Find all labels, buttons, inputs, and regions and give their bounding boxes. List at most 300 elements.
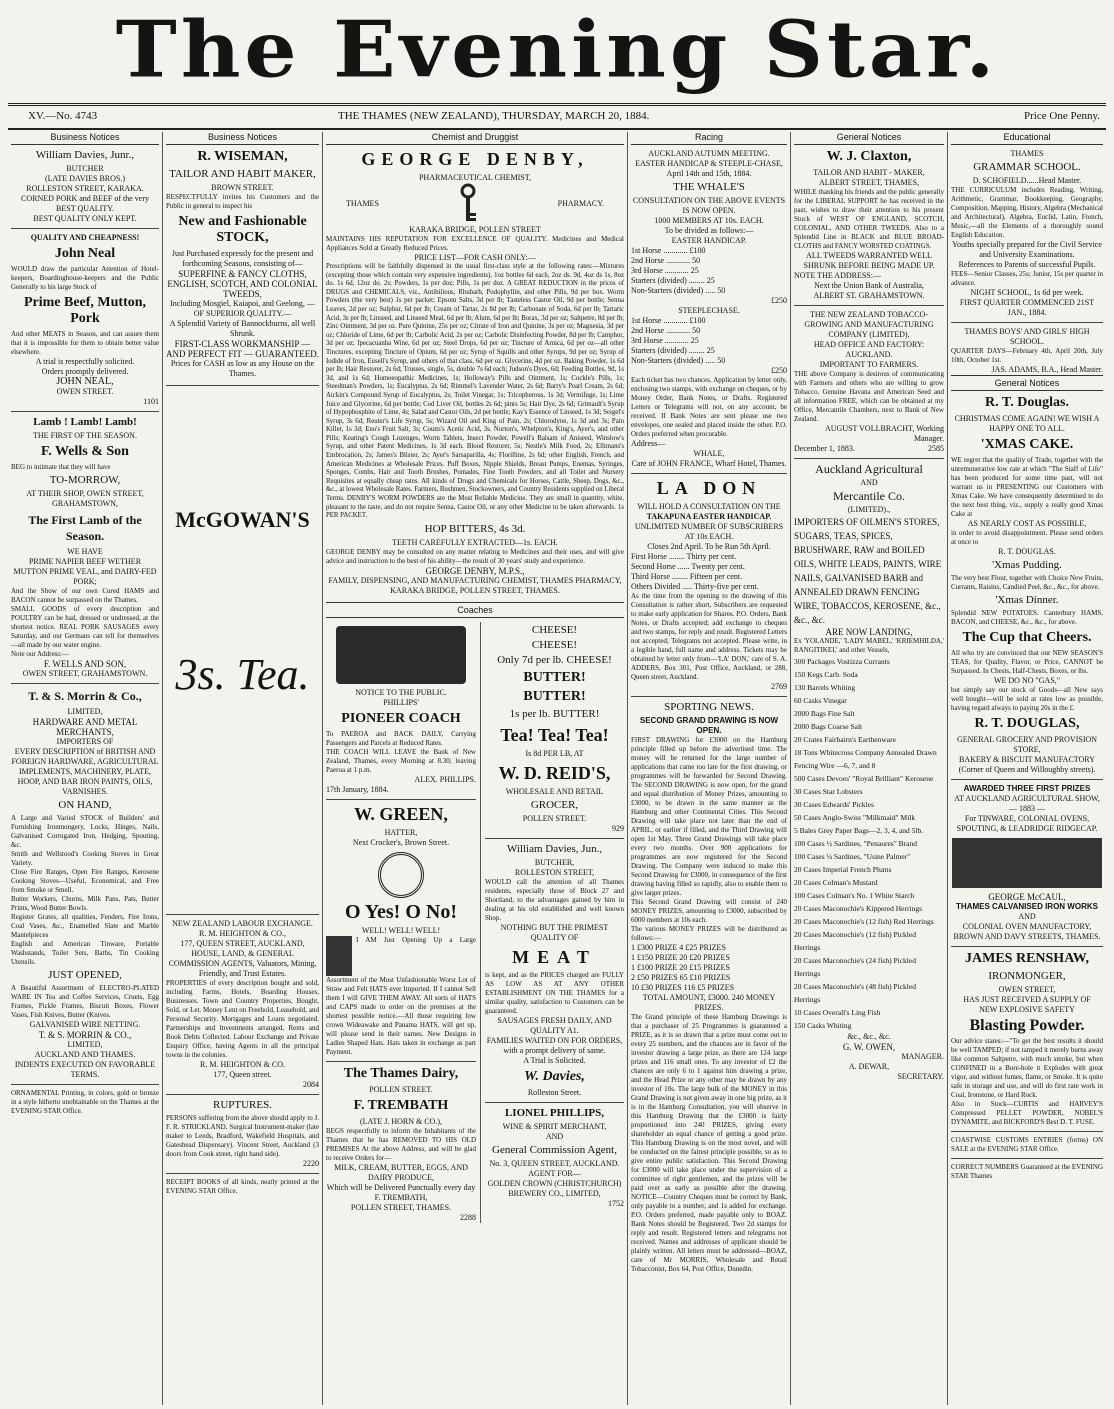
right-subcolumn	[481, 622, 624, 1223]
ad-text: A Large and Varied STOCK of Builders' and Furnishing Ironmongery, Locks, Hinges, Nails, Galvanised Corrugated Iron, Hedging, Spouting, &c.	[11, 814, 159, 849]
ad-text: WOULD call the attention of all Thames residents, especially those of Block 27 and Shortland, to the advantages gained by him in dealing at his old established and well known Shop.	[485, 877, 624, 922]
ad-text: RESPECTFULLY invites his Customers and the Public in general to inspect his	[166, 193, 319, 210]
ad-title: SPORTING NEWS.	[664, 701, 754, 713]
ad-text: ARE NOW LANDING,	[825, 627, 913, 637]
ad-title: F. TREMBATH	[353, 1097, 449, 1113]
ad-text: April 14th and 15th, 1884.	[666, 169, 752, 178]
ad-signature: T. & S. MORRIN & CO.,	[38, 1030, 132, 1040]
ad-text: — 1883 —	[1009, 804, 1045, 813]
prize-row: Non-Starters (divided) ..... 50	[631, 356, 726, 365]
ad-text: TAKAPUNA EASTER HANDICAP.	[646, 512, 772, 521]
ad-text: THE above Company is desirous of communicating with Farmers and others who are willing to grow Tobacco. Genuine Havana and American Seed and all information FREE, which can be obtained at my Office, Mercantile Chambers, next to Bank of New Zealand.	[794, 370, 944, 423]
ad-text: THAMES CALVANISED IRON WORKS	[956, 902, 1098, 911]
ad-text: Orders promptly delivered.	[41, 367, 129, 376]
ad-title: GEORGE McCAUL,	[988, 892, 1066, 902]
ad-number: 2220	[303, 1159, 319, 1168]
list-item: 150 Kegs Carb. Soda	[794, 670, 858, 679]
ad-headline: RUPTURES.	[213, 1099, 272, 1111]
prize-total: £250	[771, 296, 787, 305]
ad-text: ON HAND,	[58, 799, 112, 811]
ad-number: 1752	[608, 1198, 624, 1208]
column-header: Business Notices	[166, 132, 319, 145]
ad-text: ROLLESTON STREET,	[514, 867, 595, 877]
ad-text: in order to avoid disappointment. Please send orders at once to	[951, 529, 1103, 546]
ad-title: The Cup that Cheers.	[962, 630, 1092, 645]
ad-text: PHARMACEUTICAL CHEMIST,	[418, 173, 531, 182]
ad-text: (LATE DAVIES BROS.)	[44, 174, 126, 183]
ad-number: 2585	[928, 444, 944, 453]
prize-row: First Horse ........ Thirty per cent.	[631, 552, 737, 561]
ad-text: PHILLIPS'	[383, 697, 419, 707]
ad-signature: GEORGE DENBY, M.P.S.,	[425, 565, 525, 576]
ad-number: 1101	[143, 397, 159, 406]
ad-text: NEW EXPLOSIVE SAFETY	[979, 1005, 1075, 1014]
ad-text: COASTWISE CUSTOMS ENTRIES (forms) ON SALE at the EVENING STAR Office.	[951, 1136, 1103, 1153]
ad-title: GRAMMAR SCHOOL.	[973, 161, 1081, 173]
ad-text: BAKERY & BISCUIT MANUFACTORY	[959, 755, 1095, 764]
ad-text: R. M. HEIGHTON & CO.,	[199, 929, 286, 938]
ad-title: T. & S. Morrin & Co.,	[28, 689, 142, 703]
ad-text: LIMITED,	[67, 707, 103, 716]
ad-title: Auckland Agricultural	[815, 462, 923, 476]
ad-text: IMPORTANT TO FARMERS.	[819, 360, 919, 369]
ad-text: STEEPLECHASE.	[678, 306, 740, 315]
ad-text: THE CURRICULUM includes Reading, Writing, Arithmetic, Grammar, Bookkeeping, Geography, Composition, Mapping, History, Algebra (Mechanical and Architectural), Algebra, Euclid, Latin, French, Music,—all the Elements of a thoroughly sound English Education.	[951, 186, 1103, 239]
ad-text: THE COACH WILL LEAVE the Bank of New Zealand, Thames, every Morning at 8.30; leaving Paeroa at 1 p.m.	[326, 747, 476, 774]
ad-title: 'XMAS CAKE.	[980, 437, 1074, 452]
ad-text: AND	[1018, 912, 1036, 921]
ad-text: AS NEARLY COST AS POSSIBLE,	[967, 519, 1087, 528]
ad-text: GENERAL GROCERY AND PROVISION STORE,	[956, 735, 1098, 754]
list-item: 100 Cases ½ Sardines, "Penaures" Brand	[794, 839, 917, 848]
ad-text: HEAD OFFICE AND FACTORY: AUCKLAND.	[813, 340, 925, 359]
list-item: 5 Bales Grey Paper Bags—2, 3, 4, and 5lb.	[794, 826, 924, 835]
ad-text: JUST OPENED,	[48, 969, 122, 981]
ad-text: Splendid NEW POTATOES. Canterbury HAMS, BACON, and CHEESE, &c., &c., for above.	[951, 609, 1103, 626]
ad-title: LA DON	[656, 478, 762, 498]
column-3	[323, 132, 628, 1405]
ad-text: AT THEIR SHOP, OWEN STREET, GRAHAMSTOWN,	[26, 489, 144, 508]
ad-text: And other MEATS in Season, and can assure them that it is impossible for them to obtain better value elsewhere.	[11, 330, 159, 356]
ad-title: R. T. DOUGLAS,	[974, 716, 1080, 731]
ad-number: 929	[612, 823, 624, 833]
list-item: 20 Cases Maconochie's Kippered Herrings	[794, 904, 922, 913]
column-6	[948, 132, 1106, 1405]
ad-text: Next Crocker's, Brown Street.	[352, 837, 450, 847]
ad-text: ALBERT ST. GRAHAMSTOWN.	[813, 291, 925, 300]
list-item: 2000 Bags Fine Salt	[794, 709, 855, 718]
ad-signature: F. TREMBATH,	[374, 1192, 428, 1202]
ad-text: 177, Queen street.	[213, 1070, 272, 1079]
ad-text: (LATE J. HORN & CO.),	[360, 1116, 442, 1126]
ad-headline: QUALITY AND CHEAPNESS!	[30, 233, 140, 242]
ad-text: A Splendid Variety of Bannockburns, all well Shrunk.	[169, 319, 316, 338]
ad-title: William Davies, Jun.,	[506, 842, 603, 855]
ad-headline: THE NEW ZEALAND TOBACCO-GROWING AND MANUFACTURING COMPANY (LIMITED).	[804, 310, 934, 339]
ad-text: The various MONEY PRIZES will be distributed as follows:—	[631, 925, 787, 942]
list-item: 100 Cases Colman's No. 1 White Starch	[794, 891, 915, 900]
ad-text: ALBERT STREET, THAMES,	[819, 178, 919, 187]
ad-text: GALVANISED WIRE NETTING.	[29, 1020, 141, 1029]
ad-text: FIRST QUARTER COMMENCED 21ST JAN., 1884.	[959, 298, 1095, 317]
ad-title: F. Wells & Son	[41, 444, 129, 459]
ad-text: Youths specially prepared for the Civil Service and University Examinations.	[952, 240, 1102, 259]
ad-text: 17th January, 1884.	[326, 784, 389, 794]
ad-text: Each ticket has two chances. Application by letter only, enclosing two stamps, with exchange on cheques, or by Money Order, Bank Notes, or Drafts. Registered Letters or Telegrams will not, on any account, be received. If Bank Notes are sent please use two envelopes, one sealed and placed inside the other. P.O. Orders preferred when procurable.	[631, 376, 787, 438]
ad-text: WE HAVE	[67, 547, 103, 556]
newspaper-title: The Evening Star.	[115, 4, 999, 96]
left-subcolumn	[326, 622, 481, 1223]
ad-text: KARAKA BRIDGE, POLLEN STREET	[409, 225, 541, 234]
ad-text: THAMES	[1010, 149, 1044, 158]
ad-text: WILL HOLD A CONSULTATION ON THE	[637, 502, 781, 511]
ad-text: General Commission Agent,	[492, 1143, 617, 1156]
ad-text: Just Purchased expressly for the present and forthcoming Seasons, consisting of—	[171, 249, 314, 268]
ad-text: AND	[860, 478, 878, 487]
ad-text: As the time from the opening to the drawing of this Consultation is rather short, Subscribers are requested to make early application for Shares. P.O. Orders, Bank Notes, or Drafts accepted; add exchange to cheques and two stamps, for reply and result. Registered Letters not accepted; Telegrams not accepted. Please write, in a legible hand, full name and address. Tickets may be obtained by letter only from—'LA' DON,' care of S. A. ADDERS, Box 301, Post Office, Auckland, or 288, Queen street, Auckland.	[631, 592, 787, 681]
list-item: 20 Cases Maconochie's (48 fish) Pickled Herrings	[794, 982, 916, 1004]
ad-text: AT AUCKLAND AGRICULTURAL SHOW,	[954, 794, 1100, 803]
ad-title: Prime Beef, Mutton, Pork	[23, 295, 147, 326]
column-header: Racing	[631, 132, 787, 145]
prize-row: 1 £300 PRIZE 4 £25 PRIZES	[631, 943, 726, 952]
ad-text: BEGS respectfully to inform the Inhabitants of the Thames that he has REMOVED TO HIS OLD PREMISES At the above Address, and will be glad to receive Orders for—	[326, 1126, 476, 1162]
prize-row: 10 £30 PRIZES 116 £5 PRIZES	[631, 983, 735, 992]
ad-text: And the Show of our own Cured HAMS and BACON cannot be surpassed on the Thames.	[11, 587, 159, 604]
ad-text: WHILE thanking his friends and the public generally for the LIBERAL SUPPORT he has received in the past, wishes to draw their attention to his present Stock of WEST OF ENGLAND, SCOTCH, COLONIAL, AND OTHER TWEEDS. Also to a Splendid Line in BLACK and BLUE BROAD-CLOTHS and FANCY WORSTED COATINGS.	[794, 188, 944, 250]
ad-text: PRICE LIST—FOR CASH ONLY:—	[414, 253, 536, 262]
ad-signature: W. Davies,	[524, 1068, 585, 1084]
ad-title: Mercantile Co.	[833, 489, 905, 503]
ad-text: FIRST-CLASS WORKMANSHIP — AND PERFECT FIT — GUARANTEED.	[166, 339, 319, 359]
ad-headline: NEW ZEALAND LABOUR EXCHANGE.	[172, 919, 313, 928]
ad-signature: WHALE,	[693, 449, 725, 458]
list-item: 30 Cases Star Lobsters	[794, 787, 863, 796]
prize-row: 2 £50 PRIZES 65 £10 PRIZES	[631, 973, 731, 982]
ad-text: WOULD draw the particular Attention of Hotel-keepers, Boardinghouse-keepers and the Public Generally to his large Stock of	[11, 265, 159, 291]
ad-text: is kept, and as the PRICES charged are FULLY AS LOW AS AT ANY OTHER ESTABLISHMENT ON THE THAMES for a similar quality, satisfaction to Customers can be guaranteed.	[485, 970, 624, 1015]
ad-text: FIRST DRAWING for £3000 on the Hamburg principle filled up before the advertised time. The money will be returned for the large number of applications that came too late for the first drawing, or programmes will be forwarded for Second Drawing. The SECOND DRAWING is now open, for the grand and equal distribution of Money Prizes, amounting to £3000, to be drawn in the same manner as the Hamburg and other Continental Cities. This Second Drawing will take place not later than the end of APRIL, or earlier if filled, and the Third Drawing will open 1st May. Three Grand Drawings will take place every two months. Over 900 applications for programmes are now registered for the Second Drawing. The Company were induced to make this Second Drawing for £3000, in consequence of the first drawing having filled so rapidly, also to enable them to give larger prizes.	[631, 736, 787, 897]
ad-text: OWEN STREET, GRAHAMSTOWN.	[22, 669, 148, 678]
ad-title: Blasting Powder.	[969, 1017, 1085, 1034]
ad-text: The very best Flour, together with Choice New Fruits, Currants, Raisins, Candied Peel, &c., &c., for above.	[951, 574, 1103, 591]
ad-title: W. D. REID'S,	[498, 762, 611, 783]
ad-text: AGENT FOR—	[528, 1168, 581, 1178]
list-item: 2000 Bags Coarse Salt	[794, 722, 863, 731]
prize-row: Starters (divided) ........ 25	[631, 346, 715, 355]
ad-title: John Neal	[54, 246, 116, 261]
ad-text: PRIME NAPIER BEEF WETHER MUTTON PRIME VEAL, and DAIRY-FED PORK;	[13, 557, 157, 586]
ad-text: GROCER,	[530, 798, 579, 811]
ad-title: The Thames Dairy,	[343, 1065, 459, 1081]
sun-face-icon	[378, 852, 424, 898]
ad-title: THE WHALE'S	[673, 181, 745, 193]
column-header: General Notices	[794, 132, 944, 145]
ad-text: Rolleston Street.	[527, 1087, 582, 1097]
ad-text: WELL! WELL! WELL!	[361, 925, 441, 935]
ad-text: A Trial is Solicited.	[523, 1055, 586, 1065]
ad-headline: Lamb ! Lamb! Lamb!	[33, 416, 137, 428]
column-header: Business Notices	[11, 132, 159, 145]
ad-title: BUTTER!	[523, 669, 586, 685]
ad-text: ORNAMENTAL Printing, in colors, gold or bronze in a style hitherto unobtainable on the Thames at the EVENING STAR Office.	[11, 1089, 159, 1115]
oven-illustration	[952, 838, 1102, 888]
ad-title: MEAT	[512, 946, 597, 967]
ad-text: TAILOR AND HABIT - MAKER,	[813, 168, 925, 177]
ad-text: THE FIRST OF THE SEASON.	[33, 431, 137, 440]
ad-text: To PAEROA and BACK DAILY, Carrying Passengers and Parcels at Reduced Rates.	[326, 729, 476, 747]
ad-signature: AUGUST VOLLBRACHT, Working Manager.	[825, 424, 944, 443]
ad-text: Only 7d per lb. CHEESE!	[497, 653, 612, 666]
ad-text: KARAKA BRIDGE, POLLEN STREET, THAMES.	[390, 585, 560, 595]
ad-text: NOTE THE ADDRESS:—	[794, 271, 881, 280]
list-item: 20 Cases Colman's Mustard	[794, 878, 878, 887]
ad-text: I AM Just Opening Up a Large Assortment of the Most Unfashionable Worst Lot of Straw and Felt HATS ever Imported. If I cannot Sell them I will GIVE THEM AWAY. All sorts of HATS and CAPS made to order on the premises at the shortest possible notice.—All those requiring low crown Wideawake and Panama HATS, will get up, will please send in their names. New Designs in Ladies Shaped Hats. Hats taken in exchange as part Payment.	[326, 935, 476, 1056]
ad-headline: AWARDED THREE FIRST PRIZES	[963, 784, 1091, 793]
ad-text: IRONMONGER,	[988, 970, 1066, 982]
ad-text: Next the Union Bank of Australia,	[814, 281, 924, 290]
coach-illustration	[336, 626, 466, 684]
list-item: 50 Cases Anglo-Swiss "Milkmaid" Milk	[794, 813, 916, 822]
ad-text: AND	[545, 1131, 564, 1141]
list-item: 20 Cases Maconochie's (12 fish) Red Herrings	[794, 917, 934, 926]
ad-text: WHOLESALE AND RETAIL	[505, 786, 604, 796]
ad-text: UNLIMITED NUMBER OF SUBSCRIBERS AT 10s EACH.	[634, 522, 784, 541]
list-item: 20 Cases Maconochie's (12 fish) Pickled Herrings	[794, 930, 916, 952]
ad-signature: F. WELLS AND SON,	[43, 659, 127, 669]
column-header: Coaches	[326, 602, 624, 618]
ad-text: CHEESE!	[531, 638, 578, 651]
ad-signature: R. T. DOUGLAS.	[998, 547, 1056, 556]
column-header: Chemist and Druggist	[326, 132, 624, 145]
ad-text: IMPORTERS OF OILMEN'S STORES, SUGARS, TEAS, SPICES, BRUSHWARE, RAW and BOILED OILS, WHITE LEADS, PAINTS, WIRE NAILS, GALVANISED BARB and ANNEALED DRAWN FENCING WIRE, TOBACCOS, KEROSENE, &c., &c., &c.	[794, 517, 942, 625]
list-item: 20 Crates Fairbairn's Earthenware	[794, 735, 896, 744]
ad-text: FEES—Senior Classes, 25s; Junior, 15s per quarter in advance.	[951, 270, 1103, 287]
ad-text: SAUSAGES FRESH DAILY, AND QUALITY A1.	[497, 1015, 612, 1035]
prize-total: £250	[771, 366, 787, 375]
ad-text: THAMES	[346, 199, 379, 208]
ad-text: CHRISTMAS COME AGAIN! WE WISH A HAPPY ONE TO ALL.	[954, 414, 1100, 433]
ad-text: NOTICE TO THE PUBLIC.	[355, 687, 447, 697]
ad-text: AUCKLAND AUTUMN MEETING.	[648, 149, 770, 158]
ad-text: HOUSE, LAND, & GENERAL COMMISSION AGENTS, Valuators, Mining, Friendly, and Trust Estates.	[168, 949, 317, 978]
ad-text: SECRETARY.	[897, 1072, 944, 1081]
list-item: 18 Tons Whitecross Company Annealed Drawn Fencing Wire —6, 7, and 8	[794, 748, 937, 770]
column-header: Educational	[951, 132, 1103, 145]
ad-text: MILK, CREAM, BUTTER, EGGS, AND DAIRY PRODUCE,	[334, 1162, 468, 1182]
ad-text: (LIMITED).,	[847, 505, 891, 514]
ad-text: CONSULTATION ON THE ABOVE EVENTS IS NOW OPEN.	[632, 196, 786, 215]
key-icon	[456, 183, 480, 225]
ad-text: TOTAL AMOUNT, £3000. 240 MONEY PRIZES.	[642, 993, 776, 1012]
ad-text: English and American Tinware, Portable Washstands, Toilet Sets, Baths, Tin Cooking Utensils.	[11, 940, 159, 966]
ad-text: RECEIPT BOOKS of all kinds, neatly printed at the EVENING STAR Office.	[166, 1178, 319, 1195]
ad-text: EASTER HANDICAP.	[671, 236, 747, 245]
ad-text: BEST QUALITY ONLY KEPT.	[33, 214, 137, 223]
ad-text: A Beautiful Assortment of ELECTRO-PLATED WARE IN Tea and Coffee Services, Cruets, Egg Frames, Pickle Frames, Biscuit Boxes, Flower Vases, Fish Knives, Butter (Knives.	[11, 984, 159, 1019]
ad-text: Note our Address:—	[11, 650, 69, 658]
ad-text: References to Parents of successful Pupils.	[958, 260, 1096, 269]
column-1	[8, 132, 163, 1405]
prize-row: 1st Horse ............ £100	[631, 316, 706, 325]
ad-text: D. SCHOFIELD......Head Master.	[972, 176, 1082, 185]
ad-title: R. WISEMAN,	[197, 149, 288, 164]
ad-number: 2288	[460, 1212, 476, 1222]
prize-row: 2nd Horse ............ 50	[631, 326, 701, 335]
ad-signature: ALEX. PHILLIPS.	[414, 774, 476, 784]
ad-text: 1000 MEMBERS AT 10s. EACH.	[654, 216, 764, 225]
ad-title: The First Lamb of the Season.	[28, 513, 142, 543]
ad-text: FAMILIES WAITED ON FOR ORDERS, with a prompt delivery of same.	[486, 1035, 623, 1055]
ad-text: NIGHT SCHOOL, 1s 6d per week.	[970, 288, 1084, 297]
masthead	[0, 0, 1114, 100]
ad-text: CHEESE!	[531, 623, 578, 636]
dateline	[8, 103, 1106, 130]
column-4	[628, 132, 791, 1405]
ad-text: QUARTER DAYS—February 4th, April 20th, July 10th, October 1st.	[951, 347, 1103, 364]
ad-text: PERSONS suffering from the above should apply to J. F. R. STRICKLAND, Surgical Instrument-maker (late maker to Leeds, Bradford, Wakefield Hospitals, and Gateshead Dispensary). Vincent Street, Auckland (3 doors from Cook street, right hand side).	[166, 1114, 319, 1158]
volume-number: XV.—No. 4743	[28, 110, 98, 122]
list-item: 30 Cases Edwards' Pickles	[794, 800, 874, 809]
ad-signature: A. DEWAR,	[848, 1062, 890, 1071]
ad-text: All who try are convinced that our NEW SEASON'S TEAS, for Quality, Flavor, or Price, CANNOT be Surpassed. In Chests, Half-Chests, Boxes, or lbs.	[951, 649, 1103, 675]
ad-text: AUCKLAND AND THAMES.	[34, 1050, 136, 1059]
ad-text: PHARMACY.	[557, 199, 604, 208]
ad-text: HAS JUST RECEIVED A SUPPLY OF	[963, 995, 1091, 1004]
ad-title: William Davies, Junr.,	[35, 149, 135, 161]
list-item: 130 Barrels Whiting	[794, 683, 856, 692]
ad-text: Close Fire Ranges, Open Fire Ranges, Kerosene Cooking Stoves—Useful, Economical, and Free from Smoke or Smell.	[11, 868, 159, 894]
prize-row: 1 £100 PRIZE 20 £15 PRIZES	[631, 963, 730, 972]
ad-title: JAMES RENSHAW,	[965, 951, 1089, 966]
ad-title: PIONEER COACH	[341, 710, 461, 726]
ad-title: W. J. Claxton,	[826, 149, 912, 164]
ad-text: ROLLESTON STREET, KARAKA.	[26, 184, 144, 193]
ad-text: POLLEN STREET.	[369, 1084, 433, 1094]
list-item: 500 Cases Devoes' "Royal Brilliant" Kerosene	[794, 774, 934, 783]
ad-text: TAILOR AND HABIT MAKER,	[169, 168, 316, 180]
ad-text: NOTHING BUT THE PRIMEST QUALITY OF	[500, 922, 609, 942]
prize-row: 2nd Horse ............ 50	[631, 256, 701, 265]
ad-text: POLLEN STREET, THAMES.	[350, 1202, 452, 1212]
list-item: 60 Casks Vinegar	[794, 696, 847, 705]
ad-text: Closes 2nd April. To be Run 5th April.	[647, 542, 771, 551]
ad-text: WE regret that the quality of Trade, together with the unremunerative low rate at which "The Staff of Life" has been produced for some time past, will not warrant us in PRESENTING our Customers with Xmas Cake. We have consequently determined to do the next best thing, viz., supply a really good Xmas Cake at	[951, 456, 1103, 518]
ad-title: 'Xmas Pudding.	[992, 559, 1062, 571]
ad-text: Butter Workers, Churns, Milk Pans, Pats, Butter Prints, Wood Butter Bowls.	[11, 895, 159, 912]
ad-text: INDENTS EXECUTED ON FAVORABLE TERMS.	[14, 1060, 156, 1079]
ad-number: 2769	[771, 682, 787, 691]
ad-title: W. GREEN,	[354, 803, 448, 824]
ad-text: To be divided as follows:—	[664, 226, 754, 235]
list-item: 100 Cases ¼ Sardines, "Usine Palmer"	[794, 852, 911, 861]
prize-row: 3rd Horse ............ 25	[631, 266, 699, 275]
ad-text: The Grand principle of these Hamburg Drawings is that a purchaser of 25 Programmes is guaranteed a PRIZE, as it is so drawn that a prize must come out to every 25 numbers, and the chances are in favor of the investor drawing a large prize, as there are 124 large prizes and 116 small ones. To any investor of £2 the chances are only 6 to 1 against him drawing a prize, and the Head Prize or any other may be drawn by any investor of 10s. The large bulk of the MONEY in this Grand Drawing is not given away in one big prize, as it is in the Hamburg Consultation, you will observe in this Hamburg Drawing that the £3000 is fairly proportioned into 240 PRIZES, giving every shareholder an equal chance of getting a good prize. This Hamburg Drawing is on the most novel, and will be conducted on the fairest principle possible, so as to give entire public satisfaction. This Second Drawing for £3000 will take place under the supervision of a committee of right gentlemen, and the prizes will be paid over as early as possible after the drawing. NOTICE—Country Cheques must be correct by Bank, only payable to a number, and 1s added for exchange. P.O. Orders preferred, made payable only to BOAZ. Bank Notes should be Registered. Two 2d stamps for reply and result. Registered letters and telegrams not received. Names and addresses of applicant should be plainly written. All letters must be addressed—BOAZ, care of Mr MORRIS, Wholesale and Retail Tobacconist, Box 64, Post Office, Dunedin.	[631, 1013, 787, 1273]
ad-text: &c., &c., &c.	[847, 1032, 891, 1041]
ad-signature: JAS. ADAMS, B.A., Head Master.	[991, 365, 1103, 374]
ad-text: MANAGER.	[901, 1052, 944, 1061]
prize-row: 1st Horse ............ £100	[631, 246, 706, 255]
ad-text: Care of JOHN FRANCE, Wharf Hotel, Thames.	[631, 459, 787, 468]
ad-text: (Corner of Queen and Willoughby streets).	[958, 765, 1096, 774]
ad-text: EVERY DESCRIPTION of BRITISH AND FOREIGN HARDWARE, AGRICULTURAL IMPLEMENTS, MACHINERY, PLATE, HOOP, AND BAR IRON PAINTS, OILS, VARNISHES.	[11, 747, 159, 796]
prize-row: Starters (divided) ........ 25	[631, 276, 715, 285]
ad-text: Including Mosgiel, Kaiapoi, and Geelong, —OF SUPERIOR QUALITY.—	[170, 299, 315, 318]
ad-text: HATTER,	[384, 827, 418, 837]
ad-text: OWEN STREET.	[56, 387, 114, 396]
list-item: 300 Packages Vostizza Currants	[794, 657, 890, 666]
ad-text: OWEN STREET,	[998, 985, 1056, 994]
ad-text: Address—	[631, 439, 666, 448]
ad-text: GEORGE DENBY may be consulted on any matter relating to Medicines and their uses, and will give advice and instruction to the best of his ability—the result of 30 years' study and experience.	[326, 547, 624, 565]
ad-text: No. 3, QUEEN STREET, AUCKLAND.	[489, 1158, 620, 1168]
ad-text: BUTCHER,	[534, 857, 575, 867]
ad-text: BEG to intimate that they will have	[11, 463, 111, 471]
ad-headline: SECOND GRAND DRAWING IS NOW OPEN.	[639, 716, 779, 735]
ad-signature: JOHN NEAL,	[56, 376, 114, 387]
ad-text: For TINWARE, COLONIAL OVENS, SPOUTING, & LEADRIDGE RIDGECAP.	[956, 814, 1098, 833]
ad-text: Which will be Delivered Punctually every day	[326, 1182, 476, 1192]
ad-text: SMALL GOODS of every description and POULTRY can be had, dressed or undressed, at the shortest notice. REAL PORK SAUSAGES every Saturday, and our Germans can tell for themselves —all made by our water engine.	[11, 605, 159, 649]
ad-text: BROWN STREET.	[211, 183, 274, 192]
ad-text: A trial is respectfully solicited.	[35, 357, 135, 366]
ad-title: LIONEL PHILLIPS,	[504, 1106, 605, 1119]
ad-title: R. T. Douglas.	[985, 395, 1069, 410]
prize-row: Others Divided ..... Thirty-five per cent.	[631, 582, 759, 591]
ad-text: COLONIAL OVEN MANUFACTORY,	[962, 922, 1092, 931]
ad-text: Our advice states:—"To get the best results it should be well TAMPED; if not tamped it merely burns away like common Saltpetre, with much smoke, but when CONFINED in a Bore-hole it Explodes with great vigor, and without fumes, flame, or Smoke. It is quite safe in storage and use, and will do first rate work in Coal, Ironstone, or Hard Rock.	[951, 1037, 1103, 1099]
ad-signature: R. M. HEIGHTON & CO.	[200, 1060, 285, 1069]
ad-text: LIMITED,	[67, 1040, 103, 1049]
list-item: 150 Casks Whiting	[794, 1021, 852, 1030]
prize-row: 3rd Horse ............ 25	[631, 336, 699, 345]
ad-text: POLLEN STREET.	[522, 813, 587, 823]
price: Price One Penny.	[1024, 110, 1100, 122]
ad-text: Register Grates, all qualities, Fenders, Fire Irons, Coal Vases, &c., Enamelled Slate and Marble Mantelpieces	[11, 913, 159, 939]
list-item: 20 Cases Imperial French Plums	[794, 865, 892, 874]
ad-title: 3s. Tea.	[175, 650, 310, 699]
ad-text: Is 8d PER LB, AT	[525, 748, 584, 758]
ad-title: GEORGE DENBY,	[361, 149, 589, 169]
list-item: 10 Cases Overall's Ling Fish	[794, 1008, 881, 1017]
ad-text: Ex 'YOLANDE,' 'LADY MABEL,' 'KRIEMHILDA,' RANGITIKEI,' and other Vessels,	[794, 637, 944, 654]
ad-title: McGOWAN'S	[175, 507, 310, 532]
ad-text: BROWN AND DAVY STREETS, THAMES.	[953, 932, 1101, 941]
ad-text: SUPERFINE & FANCY CLOTHS, ENGLISH, SCOTCH, AND COLONIAL TWEEDS,	[167, 269, 318, 299]
ad-text: EASTER HANDICAP & STEEPLE-CHASE,	[635, 159, 783, 168]
ad-text: MAINTAINS HIS REPUTATION FOR EXCELLENCE OF QUALITY. Medicines and Medical Appliances Sold at Greatly Reduced Prices.	[326, 235, 624, 252]
column-header: General Notices	[951, 375, 1103, 391]
ad-title: New and Fashionable STOCK,	[178, 214, 307, 245]
ad-text: WE DO NO "GAS,"	[993, 676, 1061, 685]
ad-text: Prices for CASH as low as any House on the Thames.	[170, 359, 315, 378]
ad-text: PROPERTIES of every description bought and sold, including Farms, Hotels, Boarding Houses, Businesses. Town and Country Properties, Bought, Sold, or Let. Money Lent on Freehold, Leasehold, and Personal Security. Mortgages and Loans negotiated. Partnerships and Investments arranged, Rents and Book Debts Collected. Labour Exchange and Private Enquiry Office, having Agents in all the principal towns in the colonies.	[166, 979, 319, 1059]
ad-title: BUTTER!	[523, 688, 586, 704]
ad-text: HOP BITTERS, 4s 3d.	[424, 522, 526, 535]
ad-text: ALL TWEEDS WARRANTED WELL SHRUNK BEFORE BEING MADE UP.	[803, 251, 935, 270]
ad-number: 2084	[303, 1080, 319, 1089]
ad-text: Prescriptions will be faithfully dispensed in the usual first-class style at the following rates:—Mixtures (excepting those which contain very expensive ingredients), 1oz bottles 6d each, 2oz ds. 9d, 4oz ds 1s, 8oz do. 1s 6d, 12oz do. 2s; Powders, 1s per doz; Pills, 1s per doz. A GREAT REDUCTION in the prices of DRUGS and CHEMICALS, viz., Antibilious, Rhubarb, Podophyllin, and other Pills, 9d per box. Worm Powders (the very best) 1s per packet; Epsom Salts, 3d per lb; Tasteless Castor Oil, 9d per bottle; Senna Leaves, 2d per oz; Sulphur, 6d per lb; Cream of Tartar, 2s 8d per lb; Carbonate of Soda, 6d per lb; Tartaric Acid, 3s per lb; Linseed, and Linseed Meal, 6d per lb; Alum, 6d per lb; Borax, 3d per oz; Saltpetre, 8d per lb; Zinc Ointment, 3d per oz. Pure Quinine, 25s per oz; Citrate of Iron and Quinine, 3s per oz; Magnesia, 3d per oz; Chloride of Lime, 6d per lb; Carbolic Acid, 2s per oz; Carbolic Disinfecting Powder, 8d per lb; Camphor, 3d per oz; Ipecacuanha Wine, 6d per oz; Steel Drops, 6d per oz; Tincture of Arnica, 6d per oz—all other Tinctures, excepting Tincture of Opium, 6d per oz; Syrup of Squills and other Syrups, 9d per oz; Syrup of Iodide of Iron, Eusell's Syrup, and others of that class, 6d per oz. Glycerine, 4d per oz. Baking Powder, 1s 6d per lb; Hair Restorer, 2s 6d; Trusses, single, 5s, double 7s 6d each; Judson's Dyes, 6d; Feeding Bottles, 9d, 1s 3d, and 1s 6d; Homoeopathic Medicines, 1s; Holloway's Pills and Ointment, 1s; Cockle's Pills, 1s; Steedman's Powders, 1s; Eucalyptus, 2s 6d; Rimmel's Lavender Water, 2s 6d; Barry's Pearl Cream, 2s 6d; Aickin's Compound Syrup of Eucalyptus, 2s; Toilet Vinegar, 1s; Tricopherous, 1s 3d; Vermifuge, 1s; Lime Juice and Glycerine, 6d per bottle; Cod Liver Oil, bottles 2s 6d; pints 5s; Hair Dye, 2s 6d; Grimault's Syrup of Hypophosphite of Lime, 4s; Salad and Castor Oils, 2d per bottle; Kay's Essence of Linseed, 1s 3d; Seigel's Syrup, 3s 6d; Reuter's Life Syrup, 5s; Wizard Oil and King of Pain, 2s; Chlorodyne, 1s 3d and 3s; Pain Killer, 1s 3d; Eno's Fruit Salt, 3s; Coutts's Acetic Acid, 3s. Norton's, Whelpton's, King's, Ayer's, and other Pills; Keating's Cough Lozenges, Worm Tablets, Insect Powder, Powell's Balsam of Aniseed, Winslow's Syrup, and other Patent Medicines, 1s 3d each. Blood Restorer, 5s; Nestle's Milk Food, 2s; Ellimans's Embrocation, 2s; James's Blister, 2s; Ayer's Sarsaparilla, 4s; Florilline, 2s 6d; other English, French, and American Medicines at Wholesale Prices. Puff Boxes, Nipple Shields, Breast Pumps, Enemas, Syringes, Sponges, Combs, Hair and Tooth Brushes, Pomades, Fine Tooth Powders, and all Toilet and Nursery Requisites at equally cheap rates. All kinds of Drugs and Chemicals for Horses, Cattle, Sheep, Dogs, &c., &c., at lowest Wholesale Rates. Farmers, Bushmen, Stockowners, and Country Residents supplied on Liberal Terms. DENBY'S WORM POWDERS are the Most Reliable Medicine. They are small in quantity, white, pleasant to the taste, and do not require Senna, Castor Oil, or any other Medicine to be taken afterwards. 1s PER PACKET.	[326, 263, 624, 520]
ad-title: O Yes! O No!	[344, 900, 458, 923]
ad-text: but simply say our stock of Goods—all New says well bought—will be sold at rates low as possible, having regard always to paying 20s in the £.	[951, 686, 1103, 712]
list-item: 20 Cases Maconochie's (24 fish) Pickled Herrings	[794, 956, 916, 978]
prize-row: Second Horse ...... Twenty per cent.	[631, 562, 745, 571]
issue-date: THE THAMES (NEW ZEALAND), THURSDAY, MARCH 20, 1884.	[338, 110, 650, 122]
column-5	[791, 132, 948, 1405]
cargo-list	[794, 655, 944, 1032]
ad-text: IMPORTERS OF	[56, 737, 114, 746]
ad-text: CORNED PORK and BEEF of the very BEST QUALITY.	[21, 194, 149, 213]
